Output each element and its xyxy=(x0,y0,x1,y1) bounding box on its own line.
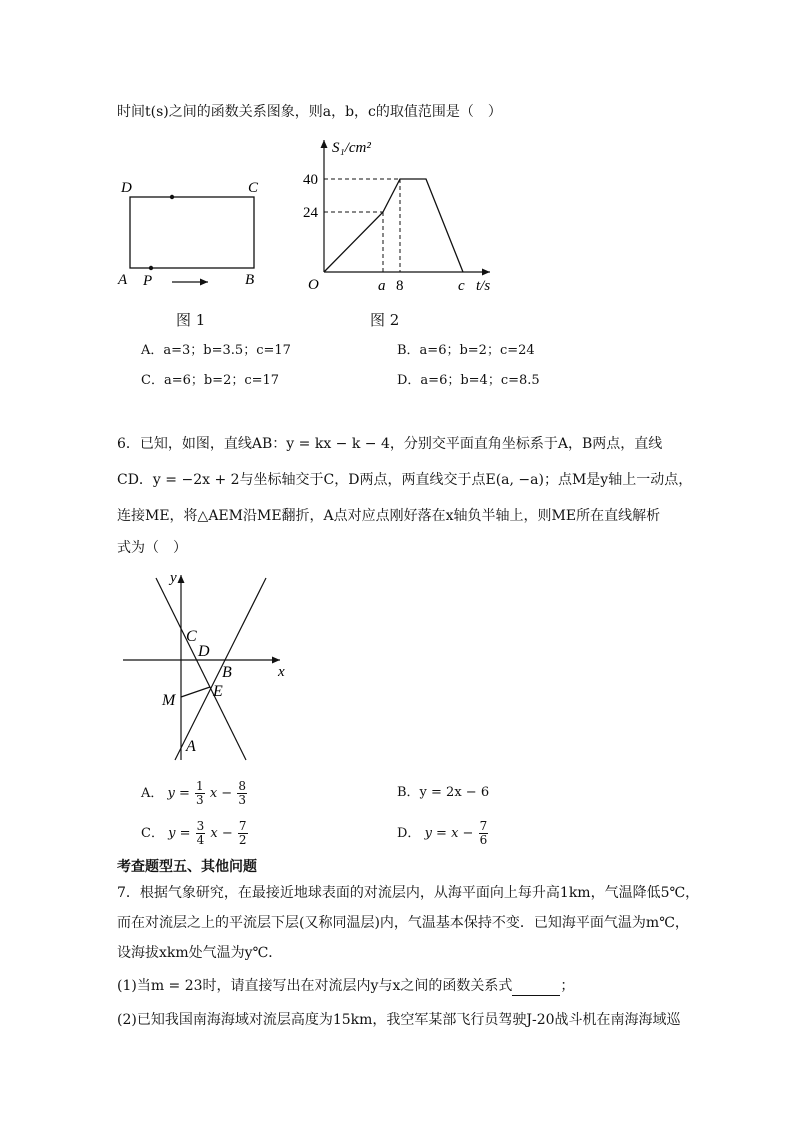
q6-segment-me xyxy=(181,687,210,697)
q6-fig-c: C xyxy=(186,628,197,645)
fig1-label-d: D xyxy=(121,180,132,196)
q6-line-4: 式为（ ） xyxy=(117,540,187,556)
q6-fig-e: E xyxy=(213,683,223,700)
q6-line-2: CD．y = −2x + 2与坐标轴交于C，D两点，两直线交于点E(a, −a)；点M是y轴上一动点， xyxy=(117,472,693,488)
q5-option-b: B．a=6；b=2；c=24 xyxy=(397,343,535,358)
q6-fig-a: A xyxy=(186,738,196,755)
fig1-point-p xyxy=(149,266,153,270)
fig1-label-b: B xyxy=(245,272,255,288)
fig1-top-point xyxy=(170,195,174,199)
fig2-graph-line xyxy=(324,179,463,272)
q7-line-1: 7．根据气象研究，在最接近地球表面的对流层内，从海平面向上每升高1km，气温降低5℃， xyxy=(117,885,700,901)
q7-line-5: (2)已知我国南海海域对流层高度为15km，我空军某部飞行员驾驶J-20战斗机在南海海域巡 xyxy=(117,1012,681,1028)
q6-line-cd xyxy=(156,578,246,760)
fig2-y-label: S₁/cm² xyxy=(332,140,371,156)
figure-2-caption: 图 2 xyxy=(370,311,400,329)
q6-option-c-frac-1: $\frac{3}{4}$ xyxy=(196,819,205,847)
figure-1-rectangle xyxy=(112,170,277,295)
q6-option-c-frac-2: $\frac{7}{2}$ xyxy=(238,819,247,847)
fig2-tick-40: 40 xyxy=(303,172,318,188)
fig2-origin: O xyxy=(308,277,319,293)
q5-option-d: D．a=6；b=4；c=8.5 xyxy=(397,373,540,388)
q6-option-d-frac: $\frac{7}{6}$ xyxy=(479,819,488,847)
fig2-tick-c: c xyxy=(458,278,465,294)
q7-line-3: 设海拔xkm处气温为y℃． xyxy=(117,945,283,961)
fig1-label-a: A xyxy=(118,272,128,288)
q6-line-3: 连接ME，将△AEM沿ME翻折，A点对应点刚好落在x轴负半轴上，则ME所在直线解析 xyxy=(117,508,661,524)
q6-option-a: A． y = $\frac{1}{3}$ x − $\frac{8}{3}$ xyxy=(141,779,246,807)
q5-option-a: A．a=3；b=3.5；c=17 xyxy=(141,343,291,358)
q7-line-4: (1)当m = 23时，请直接写出在对流层内y与x之间的函数关系式 ； xyxy=(117,978,575,994)
fig1-label-c: C xyxy=(248,180,259,196)
q6-fig-d: D xyxy=(198,643,210,660)
q6-fig-x: x xyxy=(278,664,285,680)
q6-line-1: 6．已知，如图，直线AB：y = kx − k − 4，分别交平面直角坐标系于A，B两点，直线 xyxy=(117,436,663,452)
q6-option-a-frac-1: $\frac{1}{3}$ xyxy=(196,779,204,807)
section-title: 考查题型五、其他问题 xyxy=(117,859,257,875)
fig2-tick-8: 8 xyxy=(396,278,404,294)
q6-fig-y: y xyxy=(170,570,177,586)
fig2-tick-a: a xyxy=(378,278,386,294)
q6-option-d: D． y = x − $\frac{7}{6}$ xyxy=(397,819,488,847)
fig2-tick-24: 24 xyxy=(303,205,318,221)
figure-1-caption: 图 1 xyxy=(176,311,206,329)
answer-blank[interactable] xyxy=(512,981,560,996)
q6-line-ab xyxy=(175,578,266,760)
q6-fig-b: B xyxy=(222,664,232,681)
q5-intro: 时间t(s)之间的函数关系图象，则a，b，c的取值范围是（ ） xyxy=(117,104,502,120)
q7-line-2: 而在对流层之上的平流层下层(又称同温层)内，气温基本保持不变．已知海平面气温为m℃， xyxy=(117,915,689,931)
q6-option-c: C． y = $\frac{3}{4}$ x − $\frac{7}{2}$ xyxy=(141,819,247,847)
fig2-x-label: t/s xyxy=(476,278,491,294)
q6-option-a-frac-2: $\frac{8}{3}$ xyxy=(238,779,246,807)
figure-2-graph xyxy=(290,132,505,300)
q5-option-c: C．a=6；b=2；c=17 xyxy=(141,373,280,388)
q6-fig-m: M xyxy=(162,692,176,709)
fig1-label-p: P xyxy=(143,273,153,289)
q6-figure-lines xyxy=(118,565,303,765)
q6-option-b: B．y = 2x − 6 xyxy=(397,785,490,800)
